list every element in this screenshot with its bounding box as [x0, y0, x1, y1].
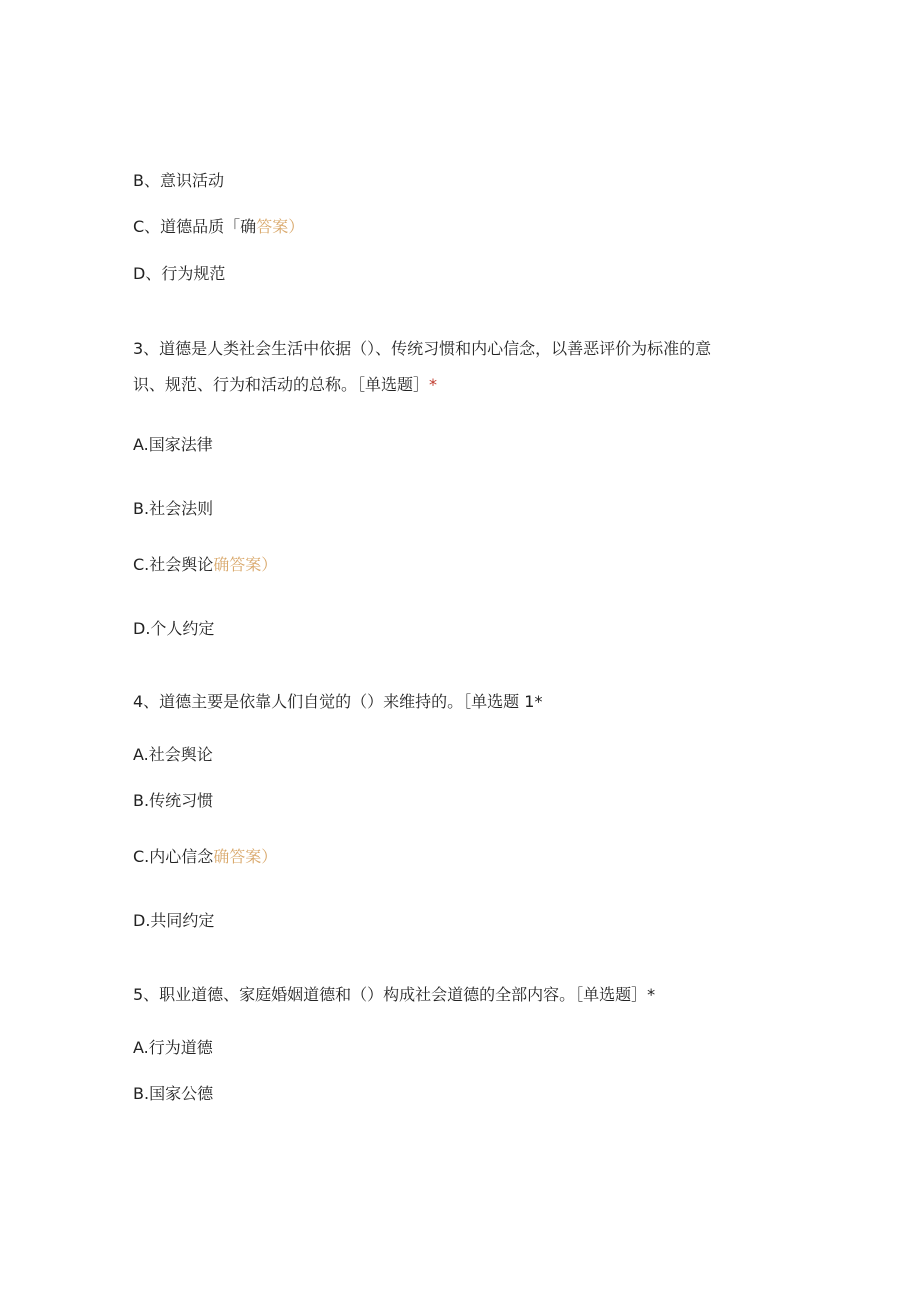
- option-c-prev-question: [133, 216, 304, 238]
- question-4-option-a: [133, 744, 213, 766]
- option-d-prev-question: [133, 263, 225, 285]
- option-text: C.内心信念: [133, 847, 214, 866]
- correct-answer-mark: 确答案）: [213, 555, 278, 574]
- question-text: 4、道德主要是依靠人们自觉的（）来维持的。［单选题 1*: [133, 692, 543, 711]
- question-text: 3、道德是人类社会生活中依据（）、传统习惯和内心信念，以善恶评价为标准的意: [133, 339, 712, 358]
- option-text: D.个人约定: [133, 619, 215, 638]
- question-3-option-c: [133, 554, 277, 576]
- question-4-option-d: [133, 910, 214, 932]
- option-text: B、意识活动: [133, 171, 224, 190]
- option-text: A.国家法律: [133, 435, 213, 454]
- question-4-option-b: [133, 790, 213, 812]
- question-5-option-b: [133, 1083, 213, 1105]
- option-b-prev-question: [133, 170, 224, 192]
- question-text: 5、职业道德、家庭婚姻道德和（）构成社会道德的全部内容。［单选题］*: [133, 985, 656, 1004]
- option-text: B.社会法则: [133, 499, 214, 518]
- option-text: B.国家公德: [133, 1084, 214, 1103]
- question-5: [133, 984, 655, 1006]
- option-text: D、行为规范: [133, 264, 226, 283]
- option-text: A.社会舆论: [133, 745, 213, 764]
- question-4: [133, 691, 542, 713]
- option-text: C.社会舆论: [133, 555, 214, 574]
- question-3-option-a: [133, 434, 213, 456]
- option-text: A.行为道德: [133, 1038, 213, 1057]
- question-3-line-1: [133, 338, 711, 360]
- question-5-option-a: [133, 1037, 213, 1059]
- required-star: *: [429, 375, 438, 394]
- option-text: D.共同约定: [133, 911, 215, 930]
- question-3-line-2: [133, 374, 437, 396]
- question-4-option-c: [133, 846, 277, 868]
- correct-answer-mark: 答案）: [256, 217, 305, 236]
- question-3-option-d: [133, 618, 214, 640]
- correct-answer-mark: 确答案）: [213, 847, 278, 866]
- option-text: C、道德品质「确: [133, 217, 257, 236]
- question-3-option-b: [133, 498, 213, 520]
- question-text: 识、规范、行为和活动的总称。［单选题］: [133, 375, 430, 394]
- option-text: B.传统习惯: [133, 791, 214, 810]
